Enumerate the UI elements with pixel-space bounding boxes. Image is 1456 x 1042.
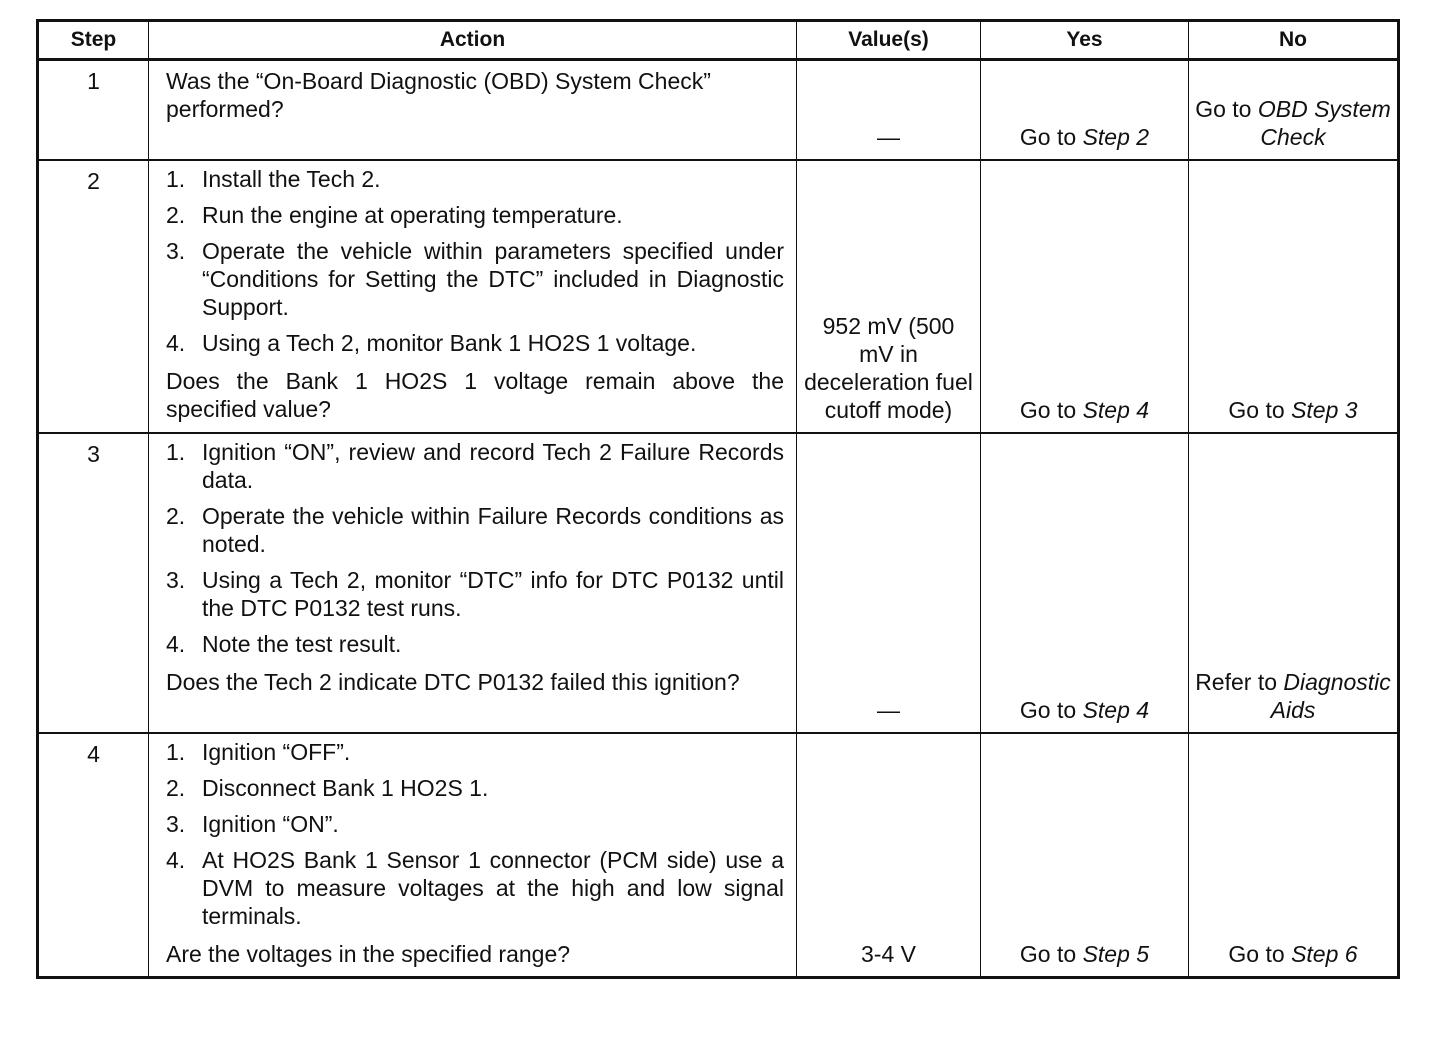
no-target-link[interactable]: OBD System Check [1257,95,1391,150]
procedure-list [166,438,784,658]
item-text: Note the test result. [202,630,402,657]
item-text: Using a Tech 2, monitor “DTC” info for DTC P0132 until the DTC P0132 test runs. [202,566,784,621]
item-number: 2. [166,201,186,228]
item-text: Run the engine at operating temperature. [202,201,623,228]
item-number: 3. [166,566,186,593]
no-cell [1189,733,1399,978]
step-number: 3 [38,433,149,733]
item-number: 4. [166,630,186,657]
value-cell: — [797,60,981,160]
list-item [166,502,784,558]
step-number: 4 [38,733,149,978]
action-cell [149,160,797,433]
table-row [38,60,1399,160]
item-text: At HO2S Bank 1 Sensor 1 connector (PCM side) use a DVM to measure voltages at the high and low signal terminals. [202,846,784,929]
list-item [166,165,784,193]
procedure-list [166,738,784,930]
header-values: Value(s) [797,21,981,60]
question-text: Are the voltages in the specified range? [166,940,571,967]
no-cell [1189,60,1399,160]
header-no: No [1189,21,1399,60]
list-item [166,846,784,930]
item-text: Ignition “ON”. [202,810,339,837]
yes-cell [981,733,1189,978]
item-number: 2. [166,502,186,529]
yes-target-link[interactable]: Step 5 [1082,940,1150,967]
yes-cell [981,433,1189,733]
item-number: 3. [166,237,186,264]
no-prefix: Go to [1228,396,1292,423]
item-text: Ignition “OFF”. [202,738,351,765]
step-number: 1 [38,60,149,160]
action-cell [149,60,797,160]
item-text: Operate the vehicle within Failure Records conditions as noted. [202,502,784,557]
list-item [166,438,784,494]
no-target-link[interactable]: Diagnostic Aids [1270,668,1391,723]
yes-prefix: Go to [1019,696,1083,723]
item-text: Ignition “ON”, review and record Tech 2 Failure Records data. [202,438,784,493]
list-item [166,774,784,802]
yes-prefix: Go to [1019,123,1083,150]
value-cell: — [797,433,981,733]
header-action: Action [149,21,797,60]
item-number: 1. [166,438,186,465]
item-number: 1. [166,165,186,192]
value-cell: 3-4 V [797,733,981,978]
table-row [38,433,1399,733]
item-number: 4. [166,329,186,356]
value-cell: 952 mV (500 mV in deceleration fuel cutoff mode) [797,160,981,433]
diagnostic-table [36,19,1400,979]
question-text: Does the Tech 2 indicate DTC P0132 failed this ignition? [166,668,740,695]
item-text: Operate the vehicle within parameters specified under “Conditions for Setting the DTC” included in Diagnostic Support. [202,237,784,320]
no-prefix: Go to [1195,95,1258,122]
item-number: 3. [166,810,186,837]
list-item [166,329,784,357]
table-row [38,160,1399,433]
action-cell [149,733,797,978]
question-text: Was the “On-Board Diagnostic (OBD) System Check” performed? [166,68,711,122]
no-target-link[interactable]: Step 6 [1291,940,1358,967]
item-number: 1. [166,738,186,765]
table-row [38,733,1399,978]
yes-target-link[interactable]: Step 4 [1082,396,1150,423]
list-item [166,810,784,838]
item-text: Disconnect Bank 1 HO2S 1. [202,774,489,801]
step-number: 2 [38,160,149,433]
list-item [166,566,784,622]
no-target-link[interactable]: Step 3 [1291,396,1358,423]
yes-cell [981,60,1189,160]
yes-target-link[interactable]: Step 2 [1082,123,1150,150]
header-yes: Yes [981,21,1189,60]
item-number: 4. [166,846,186,873]
yes-cell [981,160,1189,433]
no-cell [1189,160,1399,433]
item-number: 2. [166,774,186,801]
question-text: Does the Bank 1 HO2S 1 voltage remain above the specified value? [166,367,784,422]
yes-prefix: Go to [1019,940,1083,967]
procedure-list [166,165,784,357]
no-prefix: Refer to [1195,668,1284,695]
yes-target-link[interactable]: Step 4 [1082,696,1150,723]
no-cell [1189,433,1399,733]
list-item [166,237,784,321]
header-step: Step [38,21,149,60]
list-item [166,630,784,658]
list-item [166,738,784,766]
item-text: Using a Tech 2, monitor Bank 1 HO2S 1 voltage. [202,329,697,356]
yes-prefix: Go to [1019,396,1083,423]
action-cell [149,433,797,733]
item-text: Install the Tech 2. [202,165,381,192]
no-prefix: Go to [1228,940,1292,967]
header-row [38,21,1399,60]
list-item [166,201,784,229]
